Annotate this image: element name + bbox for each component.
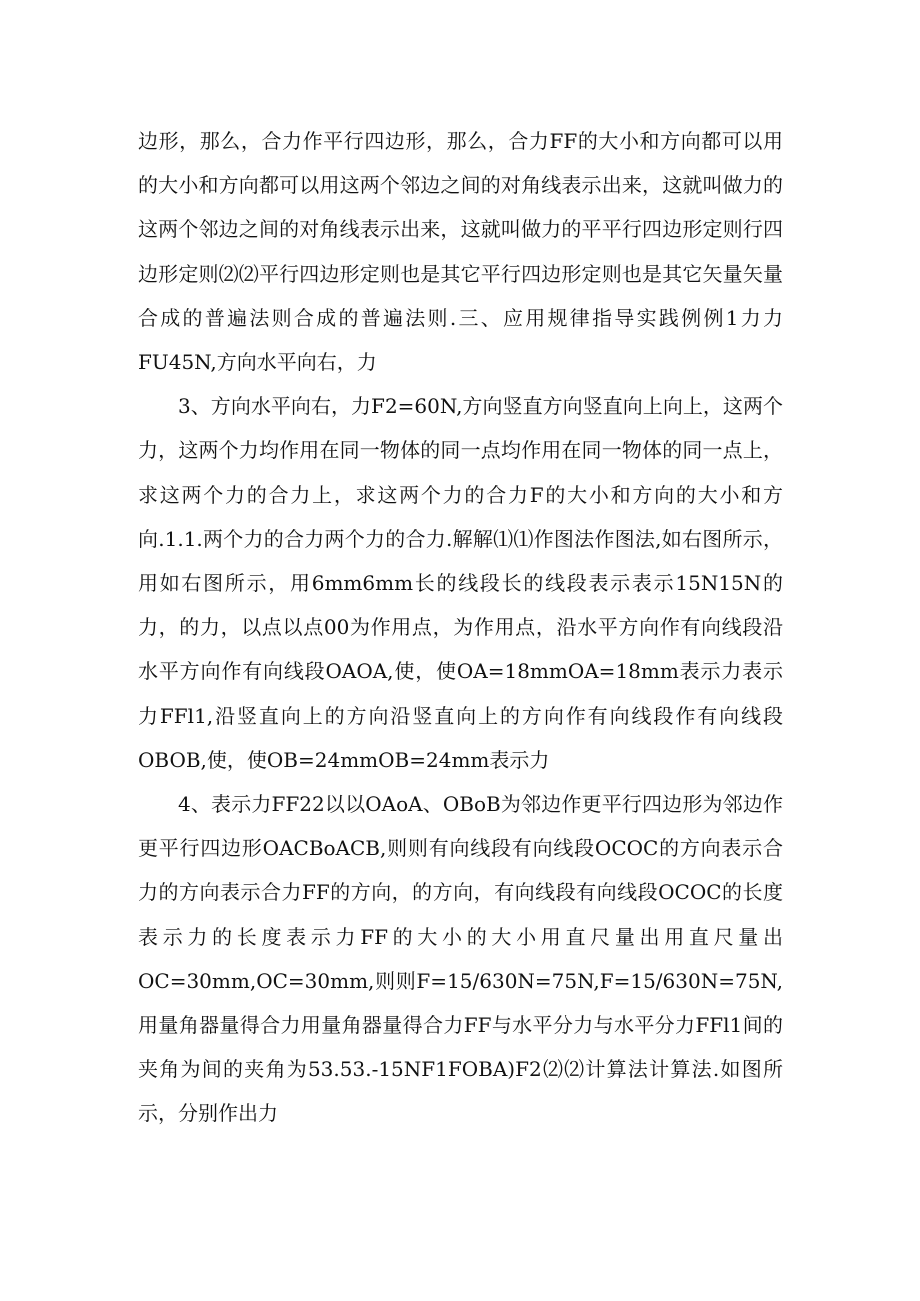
paragraph-1: 边形，那么，合力作平行四边形，那么，合力FF的大小和方向都可以用的大小和方向都可以用这两个邻边之间的对角线表示出来，这就叫做力的这两个邻边之间的对角线表示出来，这就叫做力的平平行四边形定则行四边形定则⑵⑵平行四边形定则也是其它平行四边形定则也是其它矢量矢量合成的普遍法则合成的普遍法则.三、应用规律指导实践例例1力力FU45N,方向水平向右，力 [138, 129, 783, 375]
document-body [138, 119, 783, 1136]
paragraph-3: 4、表示力FF22以以OAoA、OBoB为邻边作更平行四边形为邻边作更平行四边形OACBoACB,则则有向线段有向线段OCOC的方向表示合力的方向表示合力FF的方向，的方向，有向线段有向线段OCOC的长度表示力的长度表示力FF的大小的大小用直尺量出用直尺量出OC=30mm,OC=30mm,则则F=15∕630N=75N,F=15∕630N=75N,用量角器量得合力用量角器量得合力FF与水平分力与水平分力FFl1间的夹角为间的夹角为53.53.-15NF1FOBA)F2⑵⑵计算法计算法.如图所示，分别作出力 [138, 792, 783, 1126]
paragraph-2: 3、方向水平向右，力F2=60N,方向竖直方向竖直向上向上，这两个力，这两个力均作用在同一物体的同一点均作用在同一物体的同一点上，求这两个力的合力上，求这两个力的合力F的大小和方向的大小和方向.1.1.两个力的合力两个力的合力.解解⑴⑴作图法作图法,如右图所示，用如右图所示，用6mm6mm长的线段长的线段表示表示15N15N的力，的力，以点以点00为作用点，为作用点，沿水平方向作有向线段沿水平方向作有向线段OAOA,使，使OA=18mmOA=18mm表示力表示力FFl1,沿竖直向上的方向沿竖直向上的方向作有向线段作有向线段OBOB,使，使OB=24mmOB=24mm表示力 [138, 394, 783, 772]
